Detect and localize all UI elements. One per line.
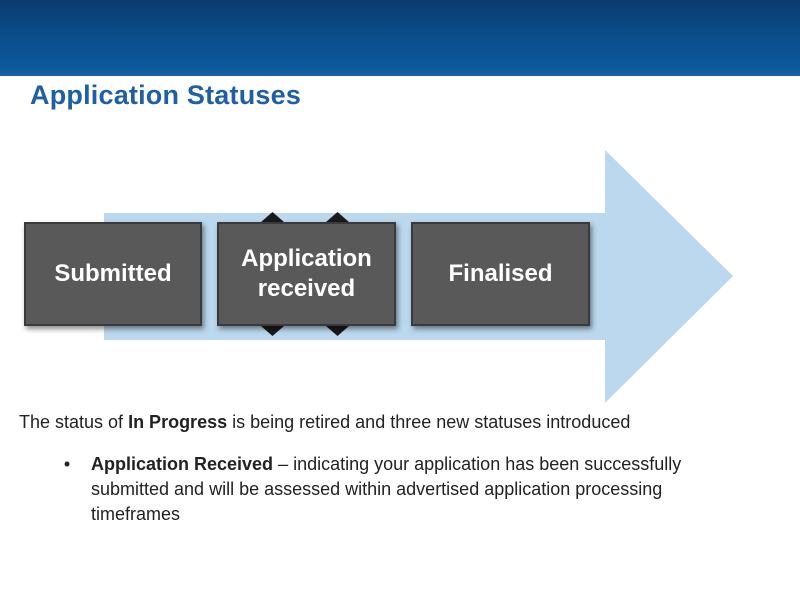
page-title: Application Statuses <box>30 80 302 110</box>
bullet-term: Application Received <box>91 454 274 474</box>
caption-suffix: is being retired and three new statuses introduced <box>227 412 631 432</box>
status-box-submitted <box>24 222 202 326</box>
status-label: Submitted <box>54 260 172 287</box>
bullet-marker: • <box>63 454 71 474</box>
caption-prefix: The status of <box>19 412 129 432</box>
bullet-description: – indicating your application has been successfully submitted and will be assessed within advertised application processing timeframes <box>91 454 682 524</box>
list-item <box>60 452 740 527</box>
status-label: Application received <box>241 245 372 302</box>
status-box-application-received <box>217 222 396 326</box>
caption-emphasis: In Progress <box>128 412 228 432</box>
status-box-finalised <box>411 222 590 326</box>
status-label: Finalised <box>448 260 553 287</box>
caption-text <box>19 412 789 433</box>
bullet-list <box>60 452 740 527</box>
